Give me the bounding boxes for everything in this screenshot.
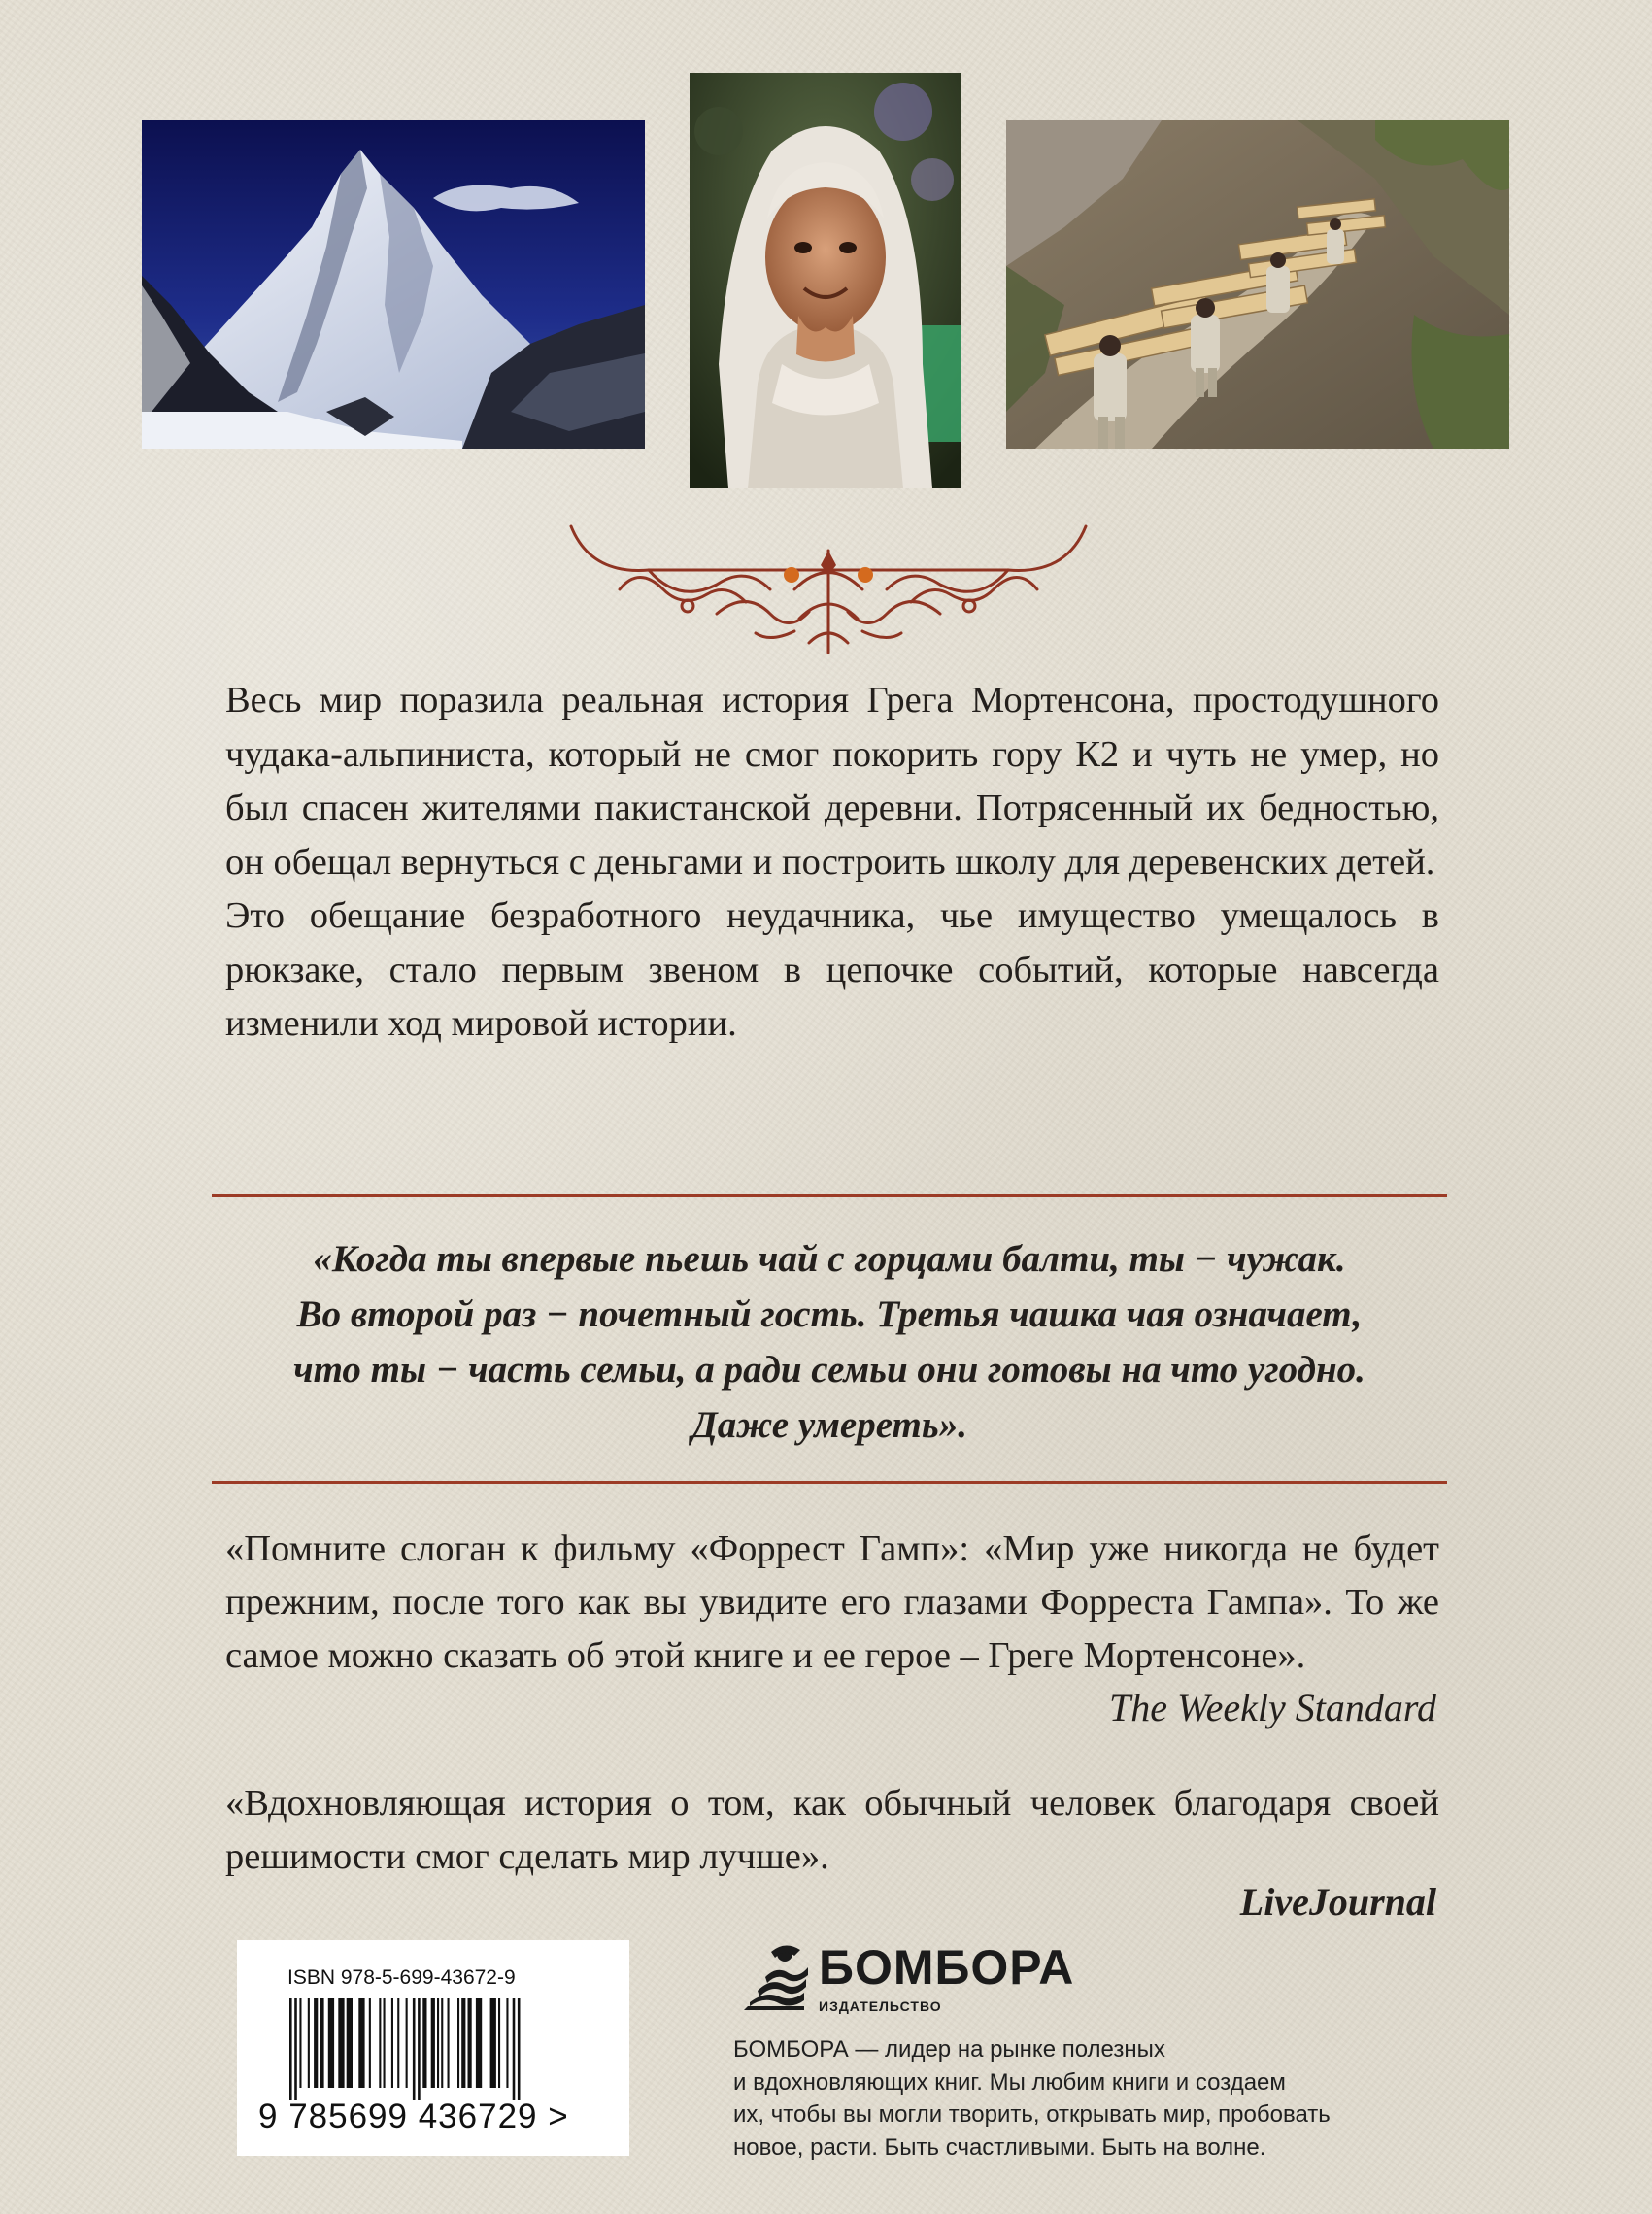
barcode-bar [391, 1998, 393, 2088]
isbn-label: ISBN 978-5-699-43672-9 [287, 1966, 516, 1989]
barcode-bar [413, 1998, 416, 2100]
barcode-bar [369, 1998, 371, 2088]
barcode-bar [461, 1998, 465, 2088]
barcode-digits: 9 785699 436729 > [258, 2097, 569, 2135]
barcode-bar [406, 1998, 408, 2088]
main-quote-line: Во второй раз − почетный гость. Третья чашка чая означает, [296, 1293, 1363, 1335]
barcode-bar [379, 1998, 381, 2088]
barcode-bar [468, 1998, 472, 2088]
publisher-description [733, 2033, 1413, 2164]
barcode-bar [347, 1998, 353, 2088]
barcode-bar [289, 1998, 292, 2100]
barcode-bar [506, 1998, 508, 2088]
barcode-bar [476, 1998, 482, 2088]
barcode-bar [518, 1998, 521, 2100]
barcode-bar [457, 1998, 459, 2088]
main-quote-line: «Когда ты впервые пьешь чай с горцами балти, ты − чужак. [313, 1238, 1346, 1280]
description-paragraph-1: Весь мир поразила реальная история Грега Мортенсона, простодушного чудака-альпиниста, который не смог покорить гору К2 и чуть не умер, но был спасен жителями пакистанской деревни. Потрясенный их бедностью, он обещал вернуться с деньгами и построить школу для деревенских детей. [225, 680, 1439, 883]
review-quote-weekly-standard: «Помните слоган к фильму «Форрест Гамп»: «Мир уже никогда не будет прежним, после того как вы увидите его глазами Форреста Гампа». То же самое можно сказать об этой книге и ее герое – Греге Мортенсоне». [225, 1528, 1439, 1676]
ornamental-divider-icon [561, 497, 1096, 662]
description-paragraph-2: Это обещание безработного неудачника, чье имущество умещалось в рюкзаке, стало первым звеном в цепочке событий, которые навсегда изменили ход мировой истории. [225, 895, 1439, 1044]
barcode-bar [441, 1998, 443, 2088]
publisher-subtitle: ИЗДАТЕЛЬСТВО [819, 1998, 942, 2014]
bottom-divider-rule [212, 1481, 1447, 1484]
barcode-bar [314, 1998, 318, 2088]
review-source-weekly-standard: The Weekly Standard [1109, 1686, 1436, 1729]
publisher-description-line: и вдохновляющих книг. Мы любим книги и создаем [733, 2068, 1286, 2096]
barcode-icon [287, 1998, 604, 2100]
barcode-bar [338, 1998, 344, 2088]
publisher-description-line: новое, расти. Быть счастливыми. Быть на волне. [733, 2133, 1266, 2161]
barcode-bar [418, 1998, 421, 2100]
main-quote [212, 1231, 1447, 1453]
barcode-bar [431, 1998, 435, 2088]
girl-portrait-photo [690, 73, 961, 488]
main-quote-line: что ты − часть семьи, а ради семьи они готовы на что угодно. [293, 1349, 1365, 1391]
porters-carrying-planks-photo [1006, 120, 1509, 449]
barcode-bar [294, 1998, 297, 2100]
barcode-bar [299, 1998, 301, 2088]
publisher-name: БОМБОРА [819, 1940, 1075, 1995]
barcode-bar [422, 1998, 426, 2088]
barcode-bar [448, 1998, 450, 2088]
review-quote-livejournal: «Вдохновляющая история о том, как обычный человек благодаря своей решимости смог сделать мир лучше». [225, 1783, 1439, 1877]
publisher-description-line: БОМБОРА — лидер на рынке полезных [733, 2036, 1165, 2063]
barcode-bar [308, 1998, 310, 2088]
barcode-bar [498, 1998, 500, 2088]
barcode-bar [437, 1998, 439, 2088]
barcode-bar [320, 1998, 323, 2088]
barcode-bar [513, 1998, 516, 2100]
barcode-bar [384, 1998, 386, 2088]
k2-mountain-photo [142, 120, 645, 449]
barcode-bar [490, 1998, 496, 2088]
barcode-bar [358, 1998, 364, 2088]
barcode-bar [328, 1998, 334, 2088]
review-source-livejournal: LiveJournal [1239, 1880, 1436, 1924]
publisher-description-line: их, чтобы вы могли творить, открывать мир, пробовать [733, 2101, 1331, 2128]
description-text [225, 674, 1439, 1052]
barcode-bar [397, 1998, 399, 2088]
top-divider-rule [212, 1194, 1447, 1197]
main-quote-line: Даже умереть». [691, 1404, 967, 1446]
